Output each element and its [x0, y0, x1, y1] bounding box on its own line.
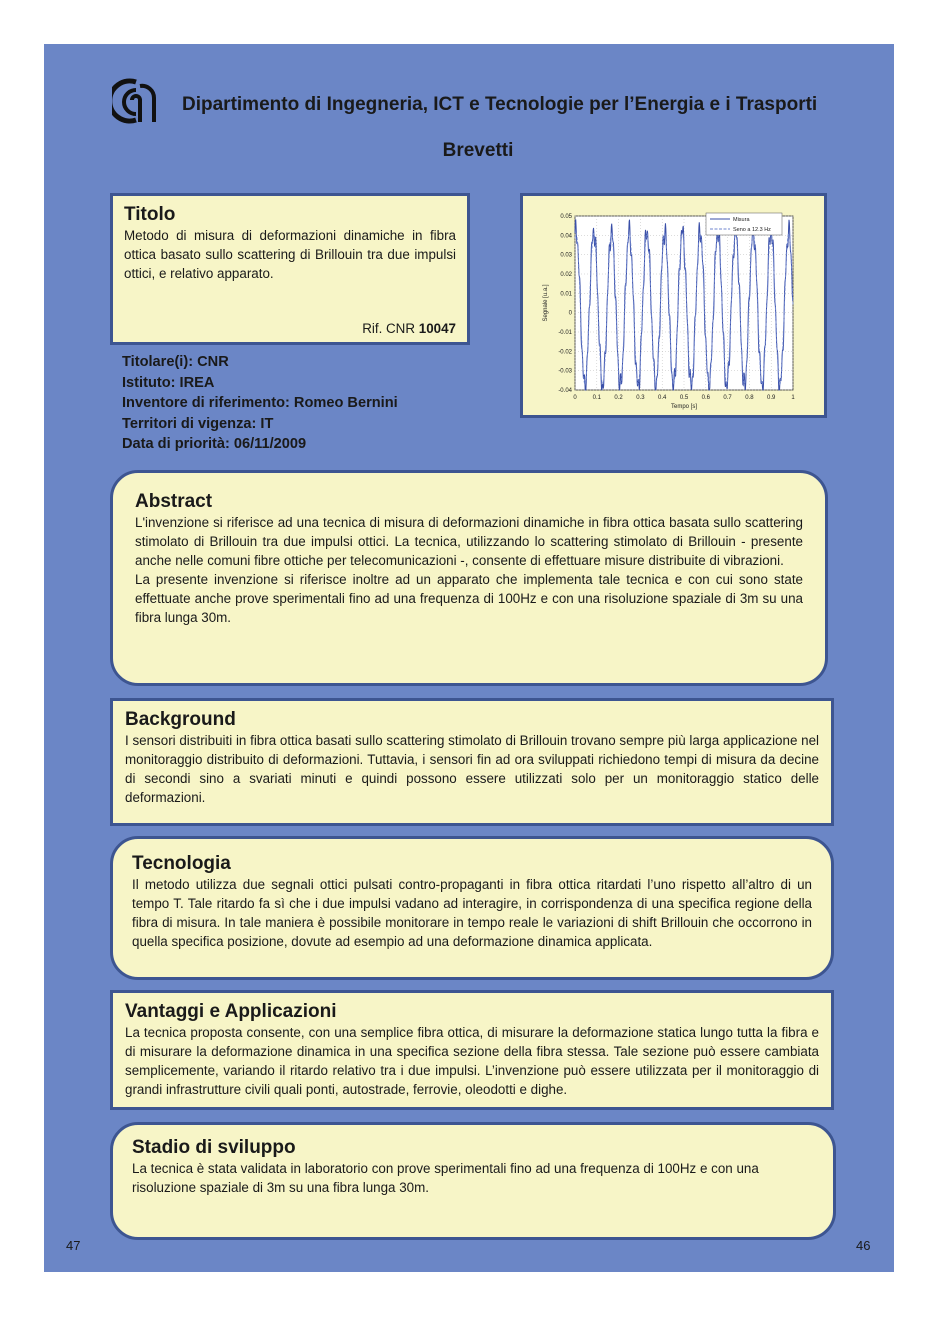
- abstract-box: [110, 470, 828, 686]
- y-tick-label: 0: [568, 310, 572, 317]
- info-inventore: Inventore di riferimento: Romeo Bernini: [122, 395, 398, 412]
- cnr-logo-icon: [112, 78, 162, 124]
- x-tick-label: 0.9: [767, 395, 776, 401]
- x-tick-label: 0: [573, 395, 577, 401]
- x-tick-label: 0.8: [745, 395, 754, 401]
- abstract-paragraph-1: L'invenzione si riferisce ad una tecnica di misura di deformazioni dinamiche in fibra ottica basata sullo scattering stimolato di Brillouin tra due impulsi ottici. La tecnica, utilizzando lo scattering stimolato di Brillouin - presente anche nelle comuni fibre ottiche per telecomunicazioni -, consente di effettuare misure distribuite di vibrazioni.: [135, 515, 803, 568]
- tecnologia-heading: Tecnologia: [132, 853, 231, 874]
- tecnologia-text: Il metodo utilizza due segnali ottici pulsati contro-propaganti in fibra ottica ritardati l’uno rispetto all’altro di un tempo T. Tale ritardo fa sì che i due impulsi vadano ad interagire, in corrispondenza di una specifica regione della fibra di misura. In tale maniera è possibile monitorare in tempo reale le variazioni di shift Brillouin che occorrono in quella specifica posizione, dovute ad esempio ad una deformazione dinamica applicata.: [132, 877, 812, 949]
- stadio-heading: Stadio di sviluppo: [132, 1137, 296, 1158]
- x-tick-label: 0.6: [701, 395, 710, 401]
- legend-label: Misura: [733, 217, 750, 223]
- x-tick-label: 0.5: [679, 395, 689, 401]
- rif-label: Rif. CNR: [362, 321, 419, 336]
- tecnologia-box: [110, 836, 834, 980]
- y-axis-label: Segnale [u.a.]: [543, 284, 549, 322]
- stadio-box: [110, 1122, 836, 1240]
- titolo-box: [110, 193, 470, 345]
- background-heading: Background: [125, 709, 236, 730]
- department-title: Dipartimento di Ingegneria, ICT e Tecnologie per l’Energia e i Trasporti: [182, 94, 818, 115]
- x-tick-label: 1: [791, 395, 795, 401]
- page-number-right: 46: [856, 1238, 871, 1253]
- y-tick-label: 0.03: [560, 252, 572, 259]
- y-tick-label: 0.04: [560, 233, 572, 240]
- x-tick-label: 0.2: [614, 395, 623, 401]
- info-istituto: Istituto: IREA: [122, 374, 215, 391]
- info-data: Data di priorità: 06/11/2009: [122, 436, 307, 453]
- vantaggi-box: [110, 990, 834, 1110]
- titolo-heading: Titolo: [124, 204, 176, 225]
- background-text: I sensori distribuiti in fibra ottica basati sullo scattering stimolato di Brillouin trovano sempre più larga applicazione nel monitoraggio distribuito di deformazioni. Tuttavia, i sensori fin ad ora sviluppati richiedono tempi di misura da decine di secondi sino a svariati minuti e quindi possono essere utilizzati solo per un monitoraggio statico delle deformazioni.: [125, 733, 819, 805]
- background-box: [110, 698, 834, 826]
- y-tick-label: 0.01: [560, 291, 572, 298]
- legend-label: Seno a 12.3 Hz: [733, 227, 771, 233]
- rif-cnr: [362, 321, 456, 336]
- chart-box: [520, 193, 827, 418]
- abstract-paragraph-2: La presente invenzione si riferisce inoltre ad un apparato che implementa tale tecnica e con cui sono state effettuate anche prove sperimentali fino ad una frequenza di 100Hz e con una risoluzione spaziale di 3m su una fibra lunga 30m.: [135, 572, 803, 625]
- rif-number: 10047: [418, 321, 456, 336]
- x-tick-label: 0.7: [723, 395, 732, 401]
- vantaggi-text: La tecnica proposta consente, con una semplice fibra ottica, di misurare la deformazione statica lungo tutta la fibra e di misurare la deformazione dinamica in una specifica sezione della fibra stessa. Tale sezione può essere cambiata semplicemente, variando il ritardo relativo tra i due impulsi. L’invenzione può essere utilizzata per il monitoraggio di grandi infrastrutture civili quali ponti, autostrade, ferrovie, oleodotti e dighe.: [125, 1025, 819, 1097]
- x-tick-label: 0.1: [592, 395, 601, 401]
- y-tick-label: 0.02: [560, 272, 572, 278]
- info-territori: Territori di vigenza: IT: [122, 415, 274, 432]
- titolo-text: Metodo di misura di deformazioni dinamiche in fibra ottica basato sullo scattering di Brillouin tra due impulsi ottici, e relativo apparato.: [124, 228, 456, 281]
- y-tick-label: -0.02: [558, 349, 572, 356]
- stadio-text: La tecnica è stata validata in laboratorio con prove sperimentali fino ad una frequenza di 100Hz e con una risoluzione spaziale di 3m su una fibra lunga 30m.: [132, 1161, 759, 1195]
- y-tick-label: 0.05: [560, 214, 572, 220]
- x-tick-label: 0.3: [636, 395, 645, 401]
- vantaggi-heading: Vantaggi e Applicazioni: [125, 1001, 337, 1022]
- abstract-heading: Abstract: [135, 491, 213, 512]
- signal-chart: [523, 196, 824, 415]
- y-tick-label: -0.01: [558, 330, 572, 336]
- y-tick-label: -0.03: [558, 368, 572, 375]
- y-tick-label: -0.04: [558, 388, 572, 394]
- x-axis-label: Tempo [s]: [670, 404, 698, 410]
- x-tick-label: 0.4: [658, 395, 667, 401]
- info-titolare: Titolare(i): CNR: [122, 354, 229, 370]
- page-number-left: 47: [66, 1238, 81, 1253]
- section-title: Brevetti: [442, 140, 514, 161]
- patent-info: [122, 352, 398, 455]
